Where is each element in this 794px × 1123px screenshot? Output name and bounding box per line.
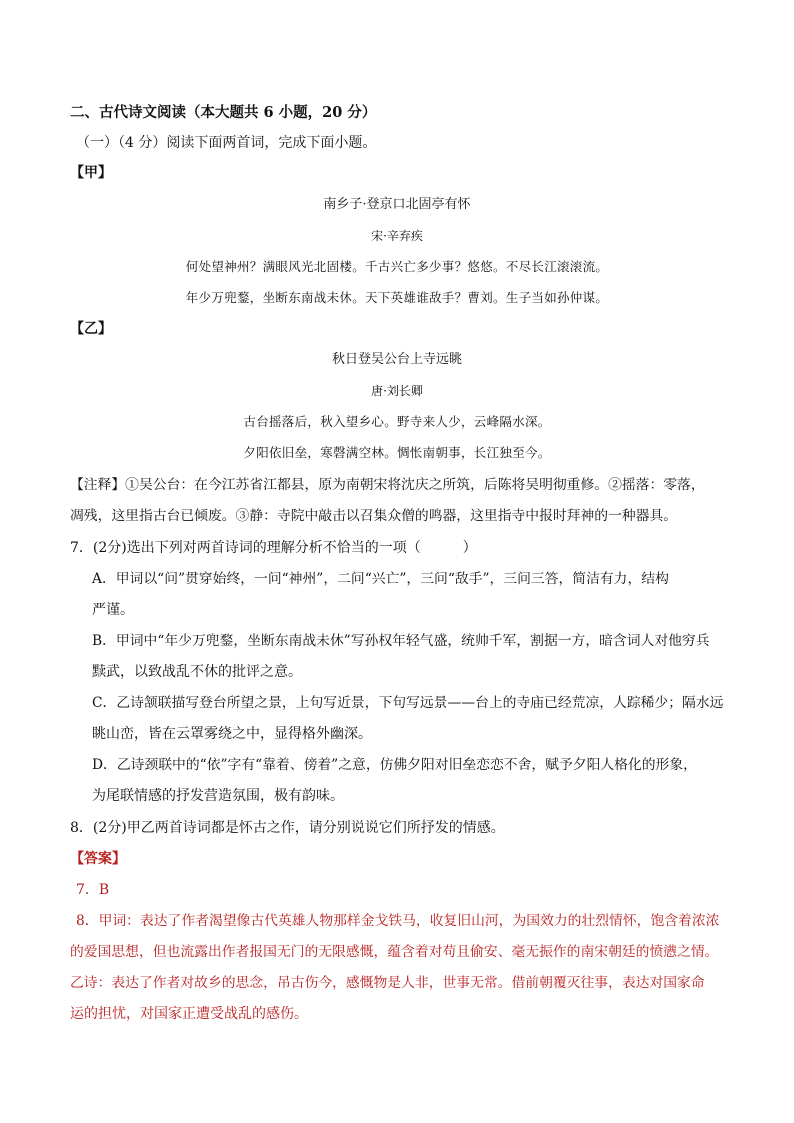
section-heading: 二、古代诗文阅读（本大题共 6 小题，20 分）: [70, 104, 377, 121]
question-7-option-d: D．乙诗颈联中的“依”字有“靠着、傍着”之意，仿佛夕阳对旧垒恋恋不舍，赋予夕阳人格化的形象，: [92, 757, 697, 773]
poem-jia-author: 宋·辛弃疾: [371, 229, 423, 243]
poem-yi-title: 秋日登吴公台上寺远眺: [331, 352, 462, 367]
answer-tag: 【答案】: [70, 851, 126, 867]
notes-line: 【注释】①吴公台：在今江苏省江都县，原为南朝宋将沈庆之所筑，后陈将吴明彻重修。②摇落：零落，: [70, 477, 705, 493]
question-7-option-a: A．甲词以“问”贯穿始终，一问“神州”，二问“兴亡”，三问“敌手”，三问三答，简洁有力，结构: [92, 571, 669, 587]
question-7-option-c: C．乙诗颔联描写登台所望之景，上句写近景，下句写远景——台上的寺庙已经荒凉，人踪稀少；隔水远: [92, 695, 724, 711]
question-7-option-c-cont: 眺山峦，皆在云罩雾绕之中，显得格外幽深。: [92, 726, 372, 742]
question-7-option-a-cont: 严谨。: [92, 602, 134, 618]
answer-q8-line: 运的担忧，对国家正遭受战乱的感伤。: [70, 1006, 308, 1022]
poem-yi-line: 古台摇落后，秋入望乡心。野寺来人少，云峰隔水深。: [243, 414, 551, 429]
answer-q7: 7．B: [76, 882, 110, 898]
question-7-option-b-cont: 黩武，以致战乱不休的批评之意。: [92, 664, 302, 680]
section-subheading: （一）（4 分）阅读下面两首词，完成下面小题。: [76, 135, 377, 151]
poem-jia-title: 南乡子·登京口北固亭有怀: [323, 197, 471, 212]
notes-line: 凋残，这里指古台已倾废。③静：寺院中敲击以召集众僧的鸣器，这里指寺中报时拜神的一种器具。: [70, 508, 678, 524]
question-7-option-d-cont: 为尾联情感的抒发营造氛围，极有韵味。: [92, 788, 344, 804]
question-7-stem: 7．(2分)选出下列对两首诗词的理解分析不恰当的一项（ ）: [70, 540, 477, 556]
answer-q8-line: 乙诗：表达了作者对故乡的思念，吊古伤今，感慨物是人非，世事无常。借前朝覆灭往事，表达对国家命: [70, 975, 705, 991]
poem-jia-line: 何处望神州？满眼风光北固楼。千古兴亡多少事？悠悠。不尽长江滚滚流。: [185, 259, 609, 274]
answer-q8-line: 的爱国思想，但也流露出作者报国无门的无限感慨，蕴含着对苟且偷安、毫无振作的南宋朝廷的愤懑之情。: [70, 944, 719, 960]
answer-q8-line: 8．甲词：表达了作者渴望像古代英雄人物那样金戈铁马，收复旧山河，为国效力的壮烈情怀，饱含着浓浓: [76, 913, 720, 929]
poem-jia-line: 年少万兜鍪，坐断东南战未休。天下英雄谁敌手？曹刘。生子当如孙仲谋。: [185, 290, 609, 305]
poem-yi-marker: 【乙】: [70, 321, 112, 337]
poem-yi-author: 唐·刘长卿: [371, 384, 423, 398]
question-8-stem: 8．(2分)甲乙两首诗词都是怀古之作，请分别说说它们所抒发的情感。: [70, 820, 505, 836]
poem-yi-line: 夕阳依旧垒，寒磬满空林。惆怅南朝事，长江独至今。: [243, 445, 551, 460]
question-7-option-b: B．甲词中“年少万兜鍪，坐断东南战未休”写孙权年轻气盛，统帅千军，割据一方，暗含词人对他穷兵: [92, 633, 710, 649]
poem-jia-marker: 【甲】: [70, 165, 112, 181]
